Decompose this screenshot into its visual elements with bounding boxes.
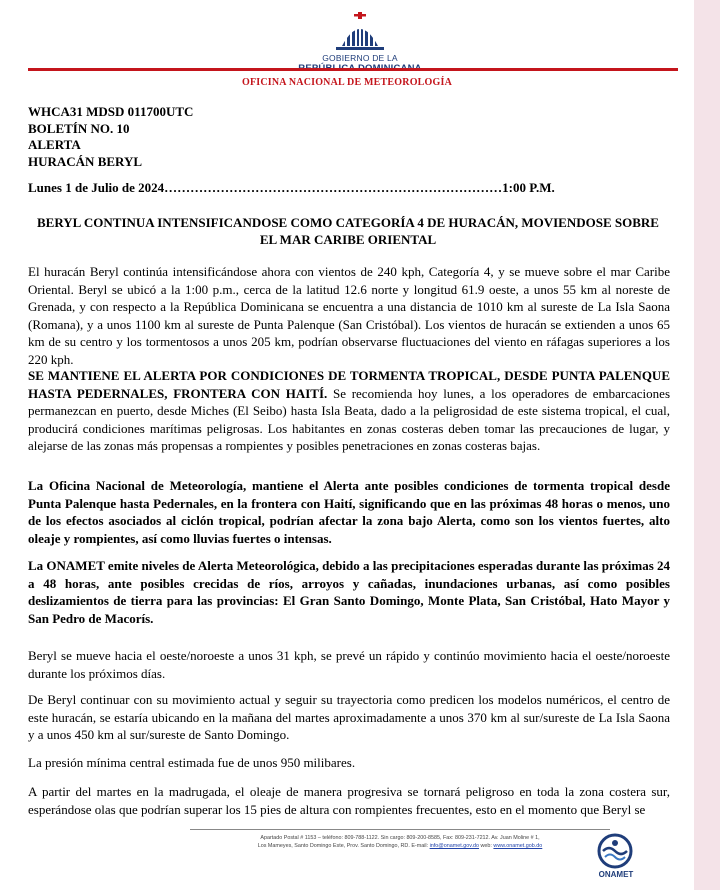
dateline: Lunes 1 de Julio de 2024……………………………………………………………………1:00 P.M. <box>28 180 555 195</box>
bulletin-header <box>28 104 193 170</box>
footer-address-line2 <box>190 842 610 850</box>
headline: BERYL CONTINUA INTENSIFICANDOSE COMO CATEGORÍA 4 DE HURACÁN, MOVIENDOSE SOBRE EL MAR CARIBE ORIENTAL <box>37 215 659 247</box>
footer-contact <box>190 834 610 850</box>
system-name: HURACÁN BERYL <box>28 153 143 169</box>
footer-divider <box>190 829 610 830</box>
paragraph-alert-meaning: La Oficina Nacional de Meteorología, mantiene el Alerta ante posibles condiciones de tormenta tropical desde Punta Palenque hasta Pedernales, en la frontera con Haití, significando que en las próximas 48 horas o menos, uno de los efectos asociados al ciclón tropical, podrían afectar la zona bajo Alerta, como son los vientos fuertes, alto oleaje y rompientes, así como lluvias fuertes o intensas. <box>28 478 670 546</box>
alert-recommendations: Se recomienda hoy lunes, a los operadores de embarcaciones permanezcan en puerto, desde Miches (El Seibo) hasta Isla Beata, dado a la peligrosidad de este sistema tropical, el cual, producirá condiciones marítimas peligrosas. Los habitantes en zonas costeras deben tomar las precauciones de lugar, y alejarse de las zonas más propensas a rompientes y posibles penetraciones en zonas costeras bajas. <box>28 385 671 454</box>
gov-line1: GOBIERNO DE LA <box>322 53 398 63</box>
paragraph-alert <box>28 367 670 455</box>
paragraph-pressure: La presión mínima central estimada fue de unos 950 milibares. <box>28 755 356 770</box>
coat-of-arms-icon <box>332 10 388 52</box>
web-link[interactable]: www.onamet.gob.do <box>493 843 543 849</box>
paragraph-provinces: La ONAMET emite niveles de Alerta Meteorológica, debido a las precipitaciones esperadas durante las próximas 24 a 48 horas, ante posibles crecidas de ríos, arroyos y cañadas, inundaciones urbanas, así como posibles deslizamientos de tierra para las provincias: El Gran Santo Domingo, Monte Plata, San Cristóbal, Hato Mayor y San Pedro de Macorís. <box>28 558 671 626</box>
page-edge <box>694 0 720 890</box>
footer-web-label: web: <box>479 843 494 849</box>
onamet-label: ONAMET <box>598 870 634 879</box>
paragraph-position: El huracán Beryl continúa intensificándose ahora con vientos de 240 kph, Categoría 4, y se mueve sobre el mar Caribe Oriental. Beryl se ubicó a la 1:00 p.m., cerca de la latitud 12.6 norte y longitud 61.9 oeste, a unos 55 km al noreste de Grenada, y con respecto a la República Dominicana se encuentra a una distancia de 1010 km al sureste de La Isla Saona (Romana), y a unos 1100 km al sureste de Punta Palenque (San Cristóbal). Los vientos de huracán se extienden a unos 65 km de su centro y los tormentosos a unos 205 km, podrían observarse fluctuaciones del viento en ráfagas superiores a los 220 kph. <box>28 264 670 367</box>
bulletin-code: WHCA31 MDSD 011700UTC <box>28 104 194 119</box>
paragraph-waves: A partir del martes en la madrugada, el oleaje de manera progresiva se tornará peligroso en toda la zona costera sur, esperándose olas que podrían superar los 15 pies de altura con rompientes frecuentes, esto en el momento que Beryl se <box>28 784 670 817</box>
paragraph-forecast: De Beryl continuar con su movimiento actual y seguir su trayectoria como predicen los modelos numéricos, el centro de este huracán, se estaría ubicando en la mañana del martes aproximadamente a unos 370 km al sur/sureste de La Isla Saona y a unos 450 km al sur/sureste de Santo Domingo. <box>28 692 670 743</box>
office-name: OFICINA NACIONAL DE METEOROLOGÍA <box>241 77 453 88</box>
onamet-logo-icon <box>597 833 633 869</box>
alert-level: ALERTA <box>28 137 81 152</box>
header-divider <box>28 68 678 71</box>
footer-location: Los Mameyes, Santo Domingo Este, Prov. Santo Domingo, RD. E-mail: <box>257 843 430 849</box>
bulletin-number: BOLETÍN NO. 10 <box>28 120 130 136</box>
letterhead <box>210 10 510 74</box>
paragraph-movement: Beryl se mueve hacia el oeste/noroeste a unos 31 kph, se prevé un rápido y continúo movimiento hacia el oeste/noroeste durante los próximos días. <box>28 648 670 681</box>
email-link[interactable]: info@onamet.gov.do <box>429 843 480 849</box>
footer-address: Apartado Postal # 1153 – teléfono: 809-788-1122. Sin cargo: 809-200-8585, Fax: 809-231-7212. Av. Juan Moline # 1, <box>260 835 540 841</box>
alert-statement: SE MANTIENE EL ALERTA POR CONDICIONES DE TORMENTA TROPICAL, DESDE PUNTA PALENQUE HASTA PEDERNALES, FRONTERA CON HAITÍ. <box>28 368 670 401</box>
